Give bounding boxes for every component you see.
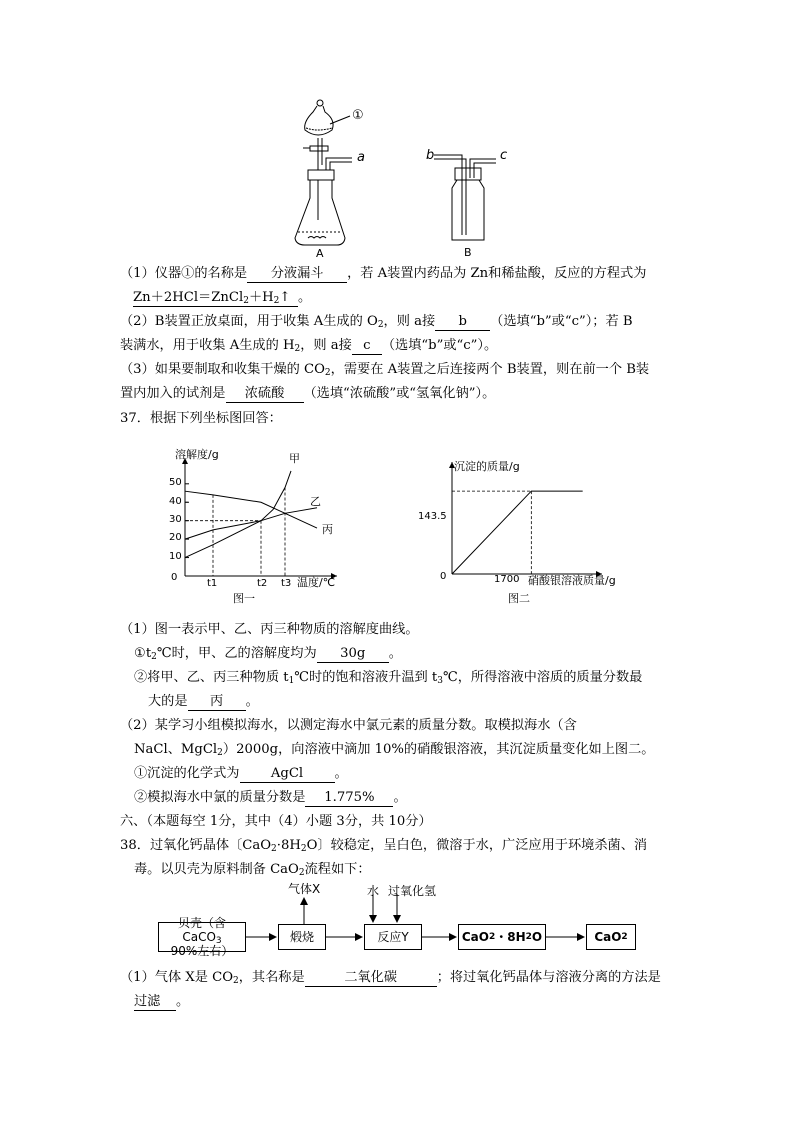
- flow-box-calcine: 煅烧: [278, 924, 326, 950]
- solubility-chart: [165, 440, 365, 620]
- funnel-bulb: [305, 106, 333, 135]
- bottle-stopper: [455, 168, 481, 180]
- q36-line6: 置内加入的试剂是 浓硫酸 （选填“浓硫酸”或“氢氧化钠”）。: [120, 386, 496, 401]
- c2-ytick: 143.5: [418, 511, 447, 522]
- q37-p1: （1）图一表示甲、乙、丙三种物质的溶解度曲线。: [120, 622, 419, 637]
- c1-legend-jia: 甲: [289, 452, 300, 465]
- apparatus-a: [295, 100, 352, 245]
- answer-blank: 过滤: [134, 993, 176, 1011]
- label-B: B: [464, 246, 472, 259]
- flow-h2o2-label: 过氧化氢: [388, 884, 437, 898]
- flow-box-final: CaO 2: [586, 924, 636, 950]
- c2-origin: 0: [440, 571, 447, 582]
- flow-box-shell: 贝壳（含CaCO$_3$ 90%左右）: [158, 922, 246, 952]
- section6-title: 六、（本题每空 1分，其中（4）小题 3分，共 10分）: [120, 814, 432, 829]
- q36-line1: （1）仪器①的名称是 分液漏斗 ，若 A装置内药品为 Zn和稀盐酸，反应的方程式为: [120, 266, 647, 281]
- c1-legend-yi: 乙: [310, 495, 321, 508]
- q37-p2-line2: NaCl、MgCl$_2$）2000g，向溶液中滴加 10%的硝酸银溶液，其沉淀质量变化如上图二。: [134, 742, 655, 758]
- c2-xlabel: 硝酸银溶液质量/g: [528, 574, 616, 587]
- answer-blank: 浓硫酸: [226, 385, 304, 403]
- c1-xtick-t1: t1: [207, 578, 218, 589]
- q37-p1-2-line2: 大的是 丙 。: [148, 694, 259, 709]
- label-A: A: [316, 247, 324, 260]
- answer-blank: c: [352, 337, 382, 355]
- apparatus-b: [434, 155, 496, 240]
- flask-stopper: [308, 170, 334, 180]
- c1-legend-bing: 丙: [322, 523, 333, 536]
- funnel-stopcock: [310, 146, 328, 151]
- answer-blank: b: [435, 313, 490, 331]
- c2-xtick: 1700: [494, 574, 520, 585]
- precipitate-chart: [412, 440, 616, 620]
- c1-ylabel: 溶解度/g: [175, 448, 219, 461]
- c1-curve-甲: [185, 471, 291, 558]
- q38-1-line2: 过滤 。: [134, 994, 190, 1009]
- label-a: a: [357, 150, 365, 165]
- answer-blank: $Zn+2HCl=ZnCl_2+H_2↑$: [133, 289, 298, 307]
- q37-p2-1: ①沉淀的化学式为 AgCl 。: [134, 766, 348, 781]
- answer-blank: 1.775%: [305, 789, 393, 807]
- apparatus-diagram: [0, 0, 794, 270]
- q36-line2: $Zn+2HCl=ZnCl_2+H_2↑$ 。: [133, 290, 312, 306]
- c1-curve-乙: [185, 508, 317, 539]
- c1-ytick-50: 50: [169, 477, 182, 488]
- c2-ylabel: 沉淀的质量/g: [454, 460, 520, 473]
- c2-title: 图二: [508, 592, 530, 605]
- q36-line5: （3）如果要制取和收集干燥的 $CO_2$，需要在 A装置之后连接两个 B装置，则在前一个 B装: [120, 362, 650, 378]
- q37-p2-2: ②模拟海水中氯的质量分数是 1.775% 。: [134, 790, 407, 805]
- c1-xlabel: 温度/℃: [297, 576, 336, 589]
- c1-xtick-t2: t2: [257, 578, 268, 589]
- flow-gas-label: 气体X: [288, 882, 321, 896]
- c1-ytick-20: 20: [169, 532, 182, 543]
- q37-p1-2: ②将甲、乙、丙三种物质 $t_1℃$时的饱和溶液升温到 $t_3℃$，所得溶液中溶质的质量分数最: [134, 670, 643, 686]
- c1-xtick-t3: t3: [281, 578, 292, 589]
- answer-blank: 分液漏斗: [247, 265, 347, 283]
- q37-title: 37．根据下列坐标图回答：: [120, 411, 282, 426]
- c2-series-line: [452, 491, 583, 574]
- c1-ytick-40: 40: [169, 496, 182, 507]
- q38-line1: 38．过氧化钙晶体〔$CaO_2\cdot 8H_2O$〕较稳定，呈白色，微溶于水，广泛应用于环境杀菌、消: [120, 838, 648, 854]
- q38-1-line1: （1）气体 X是 $CO_2$，其名称是 二氧化碳 ；将过氧化钙晶体与溶液分离的方法是: [120, 970, 661, 986]
- answer-blank: 30g: [317, 645, 389, 663]
- gas-bottle: [452, 180, 484, 240]
- answer-blank: 丙: [188, 693, 246, 711]
- c1-origin: 0: [171, 572, 178, 583]
- label-b: b: [426, 148, 435, 163]
- q36-line3: （2）B装置正放桌面，用于收集 A生成的 $O_2$，则 a接 b （选填“b”或“c”）；若 B: [120, 314, 633, 330]
- answer-blank: AgCl: [240, 765, 335, 783]
- c1-ytick-30: 30: [169, 514, 182, 525]
- flow-water-label: 水: [367, 884, 380, 898]
- flow-box-react: 反应Y: [364, 924, 422, 950]
- c1-title: 图一: [233, 592, 255, 605]
- q38-line2: 毒。以贝壳为原料制备 CaO$_2$流程如下：: [134, 862, 371, 878]
- flow-box-crystal: CaO 2 ・8H 2 O: [458, 924, 546, 950]
- q37-p2: （2）某学习小组模拟海水，以测定海水中氯元素的质量分数。取模拟海水（含: [120, 718, 577, 733]
- answer-blank: 二氧化碳: [305, 969, 437, 987]
- label-c: c: [500, 148, 508, 163]
- conical-flask: [295, 180, 345, 245]
- q37-p1-1: $①t_2℃$时，甲、乙的溶解度均为 30g 。: [134, 646, 402, 662]
- funnel-stopper: [317, 100, 323, 106]
- mark-1: ①: [352, 108, 364, 123]
- c1-ytick-10: 10: [169, 551, 182, 562]
- q36-line4: 装满水，用于收集 A生成的 $H_2$，则 a接 c （选填“b”或“c”）。: [120, 338, 498, 354]
